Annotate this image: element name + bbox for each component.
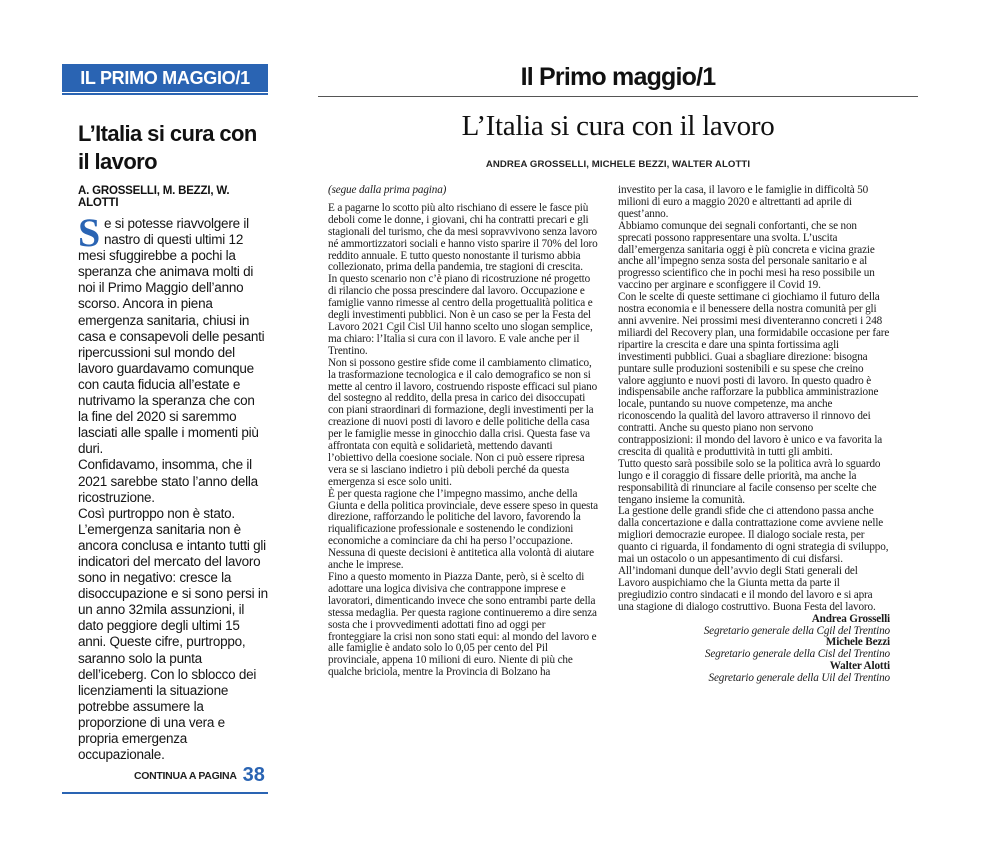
article-page bbox=[318, 55, 918, 815]
front-paragraph-2: Confidavamo, insomma, che il 2021 sarebbe stato l’anno della ricostruzione. bbox=[78, 457, 258, 505]
col2-paragraph: Con le scelte di queste settimane ci giochiamo il futuro della nostra economia e il benessere della nostra comunità per gli anni avvenire. Nei prossimi mesi diventeranno concreti i 248 miliardi del Recovery plan, una formidabile occasione per fare ripartire la crescita e dare una spinta fortissima agli investimenti pubblici. Guai a sbagliare direzione: bisogna puntare sulle produzioni sostenibili e su spese che creino valore aggiunto e nuovi posti di lavoro. In questo quadro è indispensabile anche rafforzare la pubblica amministrazione locale, puntando su nuove competenze, ma anche riconoscendo la qualità del lavoro attraverso il rinnovo dei contratti. Anche su questo piano non servono contrapposizioni: il mondo del lavoro è unico e va favorita la crescita di qualità e produttività in tutti gli ambiti. bbox=[618, 291, 890, 458]
col1-paragraph: Non si possono gestire sfide come il cambiamento climatico, la trasformazione tecnologica e il calo demografico se non si mette al centro il lavoro, costruendo risposte efficaci sul piano del sostegno al reddito, della presa in carico dei disoccupati con piani straordinari di formazione, degli investimenti per la creazione di nuovi posti di lavoro e delle politiche della casa per le famiglie messe in ginocchio dalla crisi. Questa fase va affrontata con equità e solidarietà, mettendo davanti l’obiettivo della coesione sociale. Non ci può essere ripresa vera se si lasciano indietro i più deboli perché da questa emergenza si esce solo uniti. bbox=[328, 356, 598, 488]
continue-reference bbox=[134, 764, 268, 787]
drop-cap: S bbox=[78, 210, 100, 255]
front-paragraph-3: Così purtroppo non è stato. L’emergenza sanitaria non è ancora conclusa e intanto tutti gli indicatori del mercato del lavoro sono in negativo: cresce la disoccupazione e si sono persi in un anno 32mila assunzioni, il dato peggiore degli ultimi 15 anni. Queste cifre, purtroppo, saranno solo la punta dell’iceberg. Con lo sblocco dei licenziamenti la situazione potrebbe assumere la proporzione di una vera e propria emergenza occupazionale. bbox=[78, 505, 268, 763]
signature-name: Andrea Grosselli bbox=[811, 612, 890, 625]
front-paragraph-1-text: e si potesse riavvolgere il nastro di questi ultimi 12 mesi sfuggirebbe a pochi la speranza che animava molti di noi il Primo Maggio dell’anno scorso. Ancora in piena emergenza sanitaria, chiusi in casa e consapevoli delle pesanti ripercussioni sul mondo del lavoro guardavamo comunque con cauta fiducia all’estate e nutrivamo la speranza che con la fine del 2020 si saremmo lasciati alle spalle i momenti più duri. bbox=[78, 216, 265, 457]
signature-name: Walter Alotti bbox=[829, 660, 890, 673]
article-column-2 bbox=[618, 185, 890, 685]
signature-role: Segretario generale della Cisl del Trentino bbox=[704, 648, 890, 661]
front-authors: A. GROSSELLI, M. BEZZI, W. ALOTTI bbox=[78, 185, 230, 209]
front-rubric-divider bbox=[62, 93, 268, 95]
front-paragraph-1 bbox=[78, 210, 268, 457]
front-bottom-divider bbox=[62, 792, 268, 794]
front-rubric: IL PRIMO MAGGIO/1 bbox=[62, 64, 268, 92]
col1-paragraph: Fino a questo momento in Piazza Dante, però, si è scelto di adottare una logica divisiva che contrappone imprese e lavoratori, dimenticando invece che sono entrambi parte della stessa medaglia. Per questa ragione continueremo a dire senza sosta che i provvedimenti adottati fino ad oggi per fronteggiare la crisi non sono stati equi: al mondo del lavoro e alle famiglie è andato solo lo 0,05 per cento del Pil provinciale, appena 10 milioni di euro. Niente di più che qualche briciola, mentre la Provincia di Bolzano ha bbox=[328, 571, 597, 679]
col2-paragraph: Abbiamo comunque dei segnali confortanti, che se non sprecati possono rappresentare una svolta. L’uscita dall’emergenza sanitaria oggi è più concreta e vicina grazie anche all’impegno senza sosta del personale sanitario e al progresso scientifico che in pochi mesi ha reso possibile un vaccino per arginare e sconfiggere il Covid 19. bbox=[618, 219, 875, 292]
front-page-teaser bbox=[62, 64, 268, 798]
continue-label: CONTINUA A PAGINA bbox=[134, 770, 237, 782]
article-rubric: Il Primo maggio/1 bbox=[520, 63, 716, 91]
col1-paragraph: È per questa ragione che l’impegno massimo, anche della Giunta e della politica provinciale, deve essere speso in questa direzione, rafforzando le politiche del lavoro, favorendo la riqualificazione professionale e sostenendo le condizioni economiche a cominciare da chi ha perso l’occupazione. Nessuna di queste decisioni è antitetica alla volontà di aiutare anche le imprese. bbox=[328, 487, 598, 572]
article-column-1 bbox=[328, 185, 600, 679]
col2-paragraph: Tutto questo sarà possibile solo se la politica avrà lo sguardo lungo e il coraggio di fissare delle priorità, ma anche la responsabilità di rinunciare al facile consenso per scelte che tengano insieme la comunità. bbox=[618, 457, 881, 506]
col1-paragraph: In questo scenario non c’è piano di ricostruzione né progetto di rilancio che possa prescindere dal lavoro. Occupazione e famiglie vanno rimesse al centro della progettualità politica e degli investimenti pubblici. Non è un caso se per la Festa del Lavoro 2021 Cgil Cisl Uil hanno scelto uno slogan semplice, ma chiaro: l’Italia si cura con il lavoro. E vale anche per il Trentino. bbox=[328, 273, 593, 357]
col2-paragraph: investito per la casa, il lavoro e le famiglie in difficoltà 50 milioni di euro a maggio 2020 e altrettanti ad aprile di quest’anno. bbox=[618, 184, 869, 220]
col2-paragraph: La gestione delle grandi sfide che ci attendono passa anche dalla concertazione e dalla contrattazione come avviene nelle migliori democrazie europee. Il dialogo sociale resta, per quanto ci riguarda, il fondamento di ogni strategia di sviluppo, mai un ostacolo o un appesantimento di cui disfarsi. All’indomani dunque dell’avvio degli Stati generali del Lavoro auspichiamo che la Giunta metta da parte il pregiudizio contro sindacati e il mondo del lavoro e si apra una stagione di dialogo costruttivo. Buona Festa del lavoro. bbox=[618, 505, 889, 613]
signature-role: Segretario generale della Cgil del Trentino bbox=[703, 624, 890, 637]
segue-note: (segue dalla prima pagina) bbox=[328, 184, 447, 196]
front-headline: L’Italia si cura con il lavoro bbox=[78, 121, 257, 174]
article-headline: L’Italia si cura con il lavoro bbox=[461, 110, 775, 142]
continue-page-number: 38 bbox=[242, 764, 265, 786]
signature-role: Segretario generale della Uil del Trentino bbox=[708, 672, 890, 685]
signature-name: Michele Bezzi bbox=[825, 636, 890, 649]
col1-paragraph: E a pagarne lo scotto più alto rischiano di essere le fasce più deboli come le donne, i giovani, chi ha contratti precari e gli stagionali del turismo, che da mesi sopravvivono senza lavoro né ammortizzatori sociali e hanno visto sparire il 70% del loro reddito annuale. E tutto questo nonostante il turismo abbia collezionato, prima della pandemia, tre stagioni di crescita. bbox=[328, 201, 598, 274]
front-body bbox=[78, 210, 268, 763]
article-authors: ANDREA GROSSELLI, MICHELE BEZZI, WALTER ALOTTI bbox=[485, 159, 751, 170]
signature-block bbox=[618, 614, 890, 685]
article-rubric-divider bbox=[318, 96, 918, 97]
